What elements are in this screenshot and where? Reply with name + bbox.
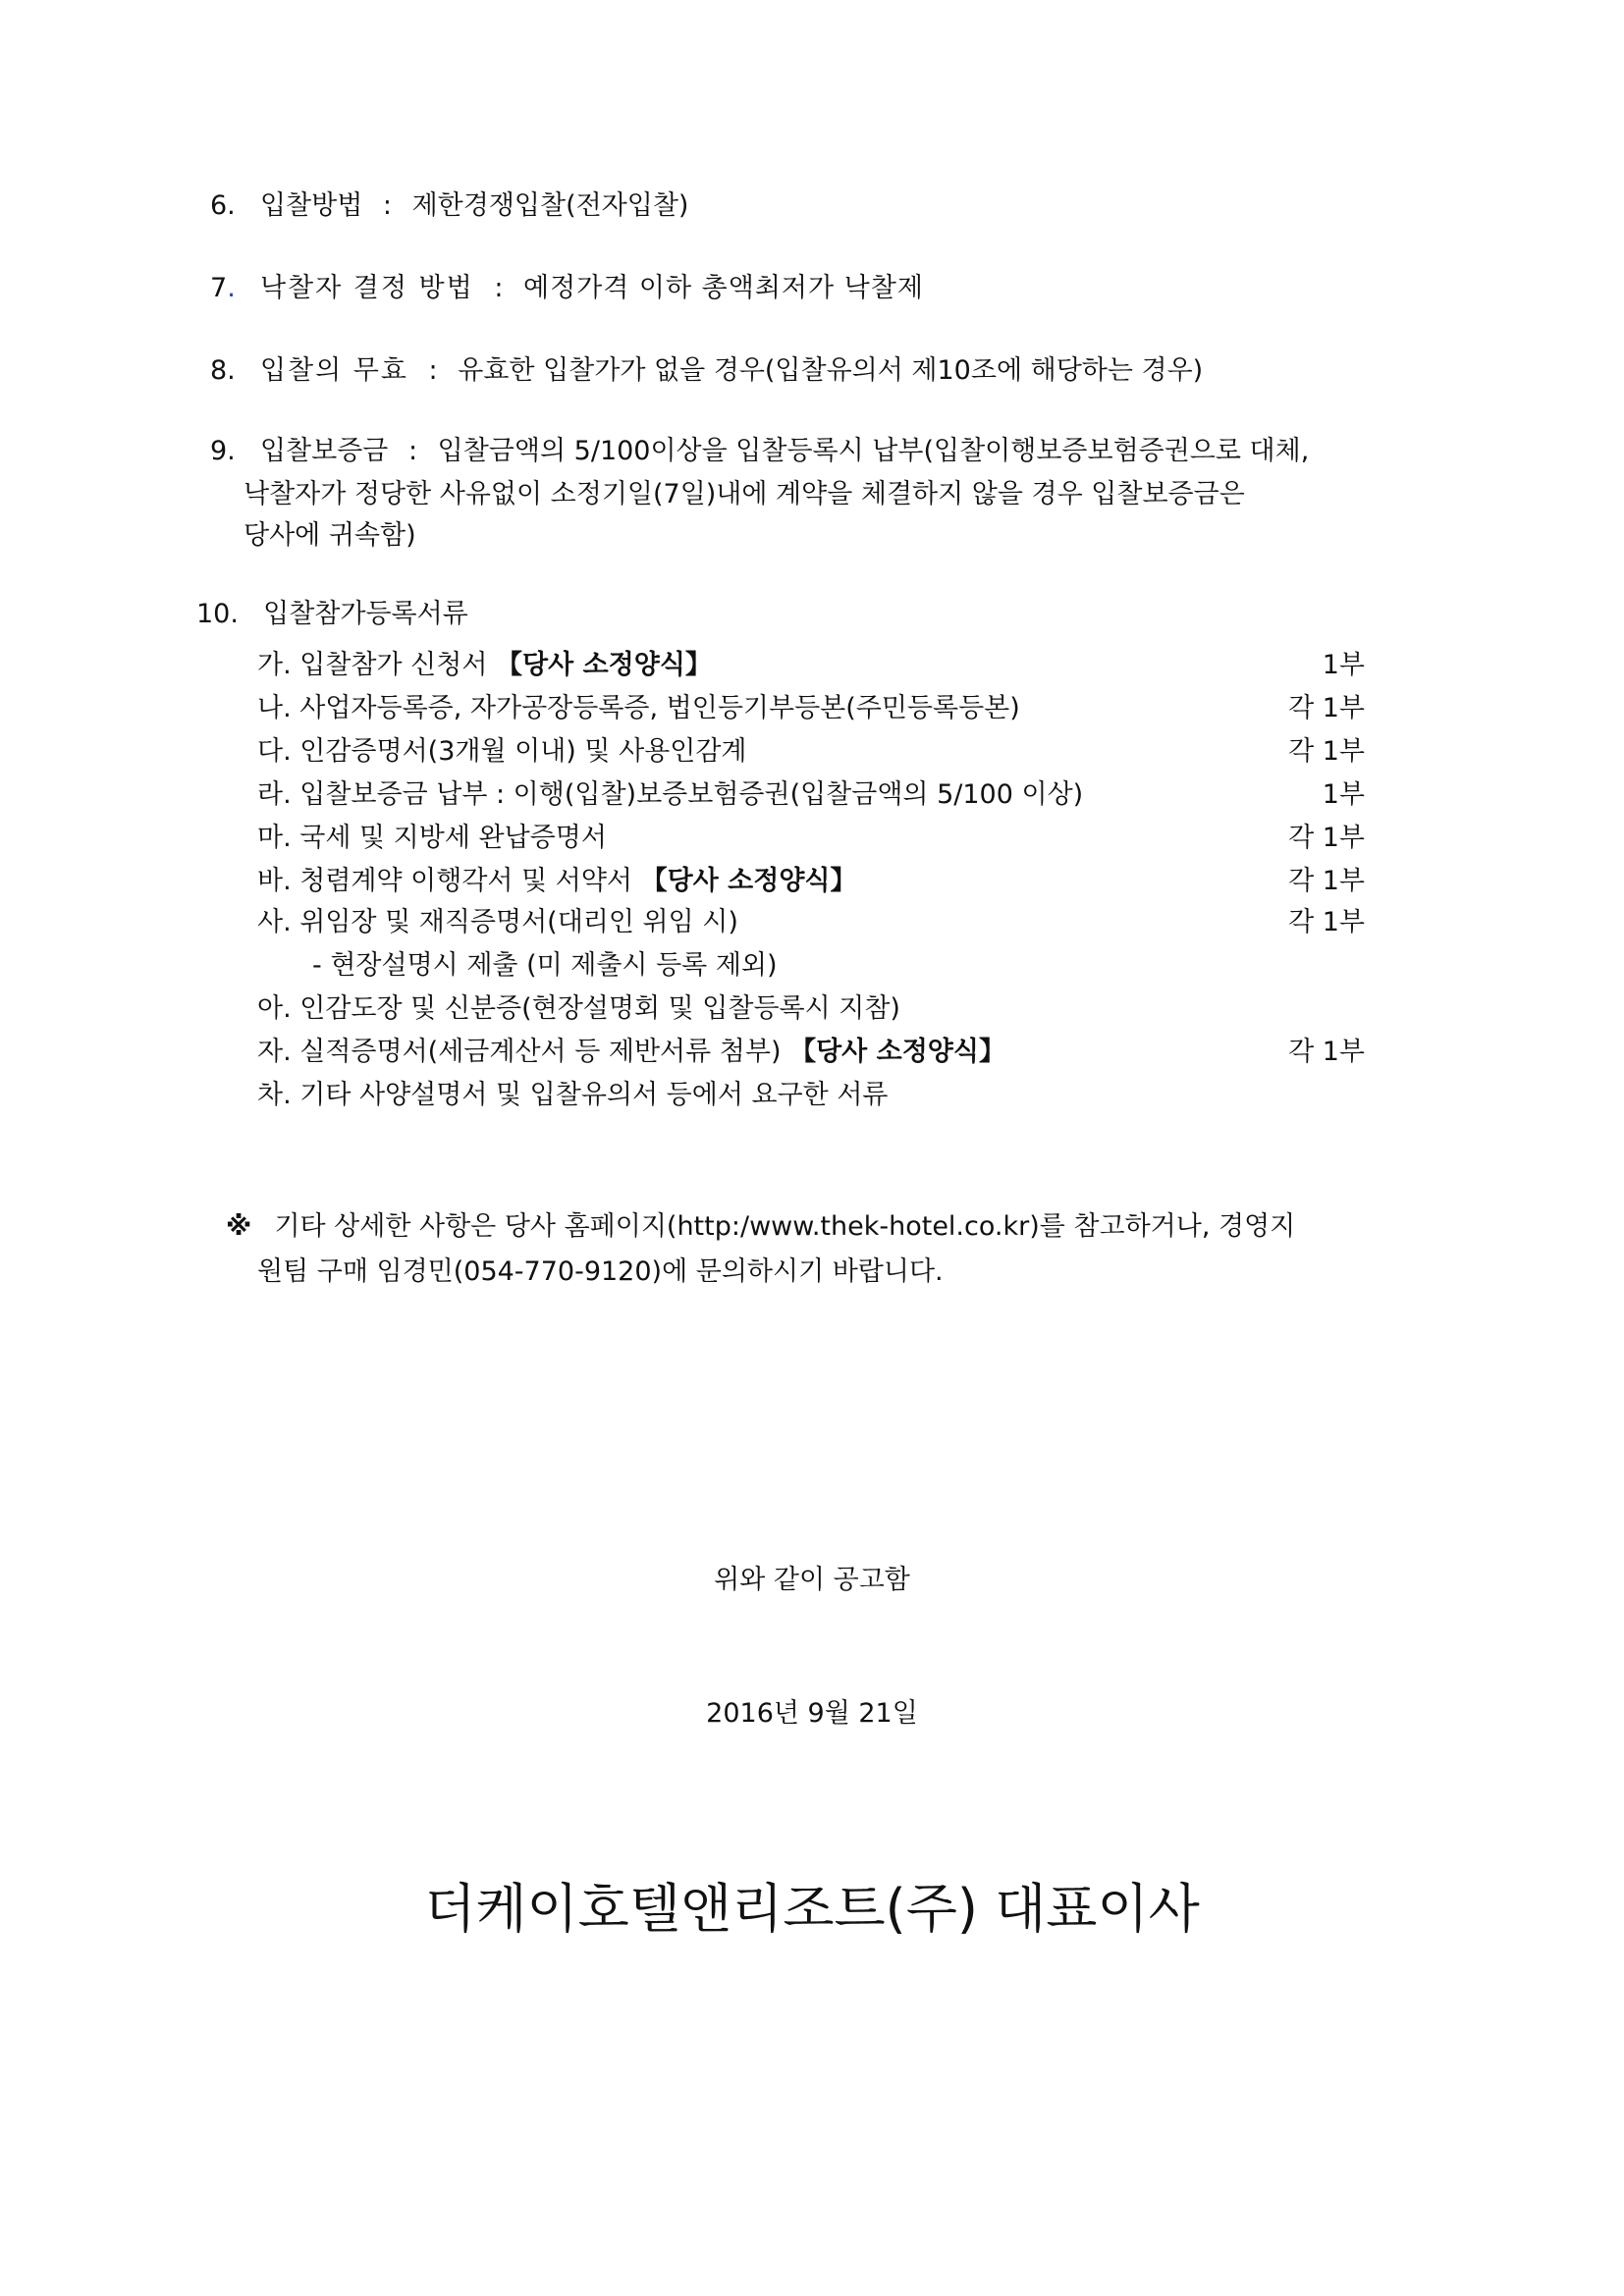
document-prefix: 사. bbox=[257, 907, 292, 937]
document-item bbox=[257, 691, 1020, 726]
section-6-value: 제한경쟁입찰(전자입찰) bbox=[411, 190, 689, 221]
section-10 bbox=[196, 597, 468, 632]
section-8 bbox=[210, 353, 1203, 389]
section-7-number: 7 bbox=[210, 273, 228, 303]
note-line-1 bbox=[226, 1207, 1295, 1247]
section-7-dot: . bbox=[227, 273, 236, 303]
document-text: - 현장설명시 제출 (미 제출시 등록 제외) bbox=[312, 950, 778, 981]
section-6-label: 입찰방법 bbox=[259, 190, 363, 221]
document-text: 국세 및 지방세 완납증명서 bbox=[299, 823, 607, 853]
document-text: 사업자등록증, 자가공장등록증, 법인등기부등본(주민등록등본) bbox=[299, 693, 1020, 723]
document-item bbox=[257, 991, 900, 1027]
section-8-separator: : bbox=[428, 355, 438, 386]
section-9-number: 9. bbox=[210, 436, 236, 466]
document-item bbox=[257, 821, 607, 856]
section-9-label: 입찰보증금 bbox=[259, 436, 389, 466]
document-item bbox=[257, 648, 712, 683]
document-quantity: 각 1부 bbox=[1288, 866, 1365, 896]
document-prefix: 마. bbox=[257, 823, 292, 853]
document-text: 기타 사양설명서 및 입찰유의서 등에서 요구한 서류 bbox=[299, 1080, 889, 1110]
section-6-number: 6. bbox=[210, 190, 236, 221]
note-line-2: 원팀 구매 임경민(054-770-9120)에 문의하시기 바랍니다. bbox=[257, 1256, 944, 1287]
document-quantity: 1부 bbox=[1322, 650, 1365, 680]
section-6 bbox=[210, 188, 688, 224]
section-7-separator: : bbox=[494, 273, 504, 303]
section-9-line1: 입찰금액의 5/100이상을 입찰등록시 납부(입찰이행보증보험증권으로 대체, bbox=[437, 436, 1310, 466]
document-text: 입찰보증금 납부 : 이행(입찰)보증보험증권(입찰금액의 5/100 이상) bbox=[299, 779, 1084, 810]
document-quantity: 각 1부 bbox=[1288, 736, 1365, 767]
document-quantity: 각 1부 bbox=[1288, 693, 1365, 723]
document-quantity: 각 1부 bbox=[1288, 823, 1365, 853]
document-text: 청렴계약 이행각서 및 서약서 bbox=[299, 866, 632, 896]
section-9-line3: 당사에 귀속함) bbox=[244, 520, 416, 551]
document-quantity: 각 1부 bbox=[1288, 1037, 1365, 1067]
document-text: 실적증명서(세금계산서 등 제반서류 첨부) bbox=[299, 1037, 782, 1067]
document-text: 위임장 및 재직증명서(대리인 위임 시) bbox=[299, 907, 738, 937]
company-signature: 더케이호텔앤리조트(주) 대표이사 bbox=[424, 1878, 1200, 1940]
document-prefix: 아. bbox=[257, 993, 292, 1024]
document-text: 인감도장 및 신분증(현장설명회 및 입찰등록시 지참) bbox=[299, 993, 900, 1024]
document-prefix: 다. bbox=[257, 736, 292, 767]
document-item bbox=[257, 905, 738, 940]
document-form-note: 【당사 소정양식】 bbox=[640, 866, 857, 896]
section-10-label: 입찰참가등록서류 bbox=[263, 599, 468, 629]
section-9 bbox=[210, 434, 1309, 469]
document-item bbox=[257, 777, 1083, 813]
document-quantity: 1부 bbox=[1322, 779, 1365, 810]
note-text-1: 기타 상세한 사항은 당사 홈페이지(http:/www.thek-hotel.co.kr)를 참고하거나, 경영지 bbox=[274, 1211, 1296, 1242]
section-7 bbox=[210, 271, 924, 306]
section-7-value: 예정가격 이하 총액최저가 낙찰제 bbox=[523, 273, 924, 303]
document-prefix: 차. bbox=[257, 1080, 292, 1110]
note-mark-icon: ※ bbox=[226, 1211, 252, 1242]
document-item bbox=[257, 1035, 1005, 1070]
section-8-value: 유효한 입찰가가 없을 경우(입찰유의서 제10조에 해당하는 경우) bbox=[458, 355, 1204, 386]
section-7-label: 낙찰자 결정 방법 bbox=[259, 273, 474, 303]
section-8-number: 8. bbox=[210, 355, 236, 386]
document-form-note: 【당사 소정양식】 bbox=[496, 650, 712, 680]
document-prefix: 가. bbox=[257, 650, 292, 680]
document-subitem bbox=[312, 948, 778, 984]
document-prefix: 라. bbox=[257, 779, 292, 810]
document-text: 인감증명서(3개월 이내) 및 사용인감계 bbox=[299, 736, 747, 767]
document-form-note: 【당사 소정양식】 bbox=[789, 1037, 1005, 1067]
section-8-label: 입찰의 무효 bbox=[259, 355, 408, 386]
document-prefix: 나. bbox=[257, 693, 292, 723]
document-item bbox=[257, 734, 747, 770]
document-item bbox=[257, 864, 857, 899]
document-prefix: 자. bbox=[257, 1037, 292, 1067]
document-text: 입찰참가 신청서 bbox=[299, 650, 488, 680]
section-6-separator: : bbox=[382, 190, 392, 221]
section-9-line2: 낙찰자가 정당한 사유없이 소정기일(7일)내에 계약을 체결하지 않을 경우 입찰보증금은 bbox=[244, 479, 1245, 509]
document-quantity: 각 1부 bbox=[1288, 907, 1365, 937]
announcement-date: 2016년 9월 21일 bbox=[706, 1698, 918, 1729]
section-10-number: 10. bbox=[196, 599, 239, 629]
document-item bbox=[257, 1078, 888, 1113]
section-9-separator: : bbox=[407, 436, 418, 466]
document-prefix: 바. bbox=[257, 866, 292, 896]
closing-statement: 위와 같이 공고함 bbox=[714, 1565, 910, 1595]
